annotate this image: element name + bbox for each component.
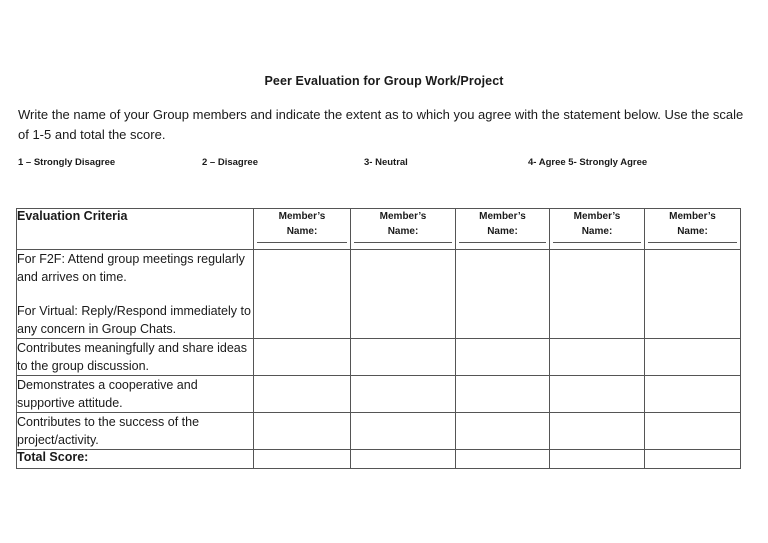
member-name-header-5	[645, 209, 741, 250]
score-cell[interactable]	[456, 250, 550, 339]
score-cell[interactable]	[550, 339, 645, 376]
criterion-contribution	[17, 339, 254, 376]
score-cell[interactable]	[254, 250, 351, 339]
evaluation-table	[16, 208, 741, 469]
criterion-text: Demonstrates a cooperative and supportive attitude.	[17, 378, 198, 410]
score-cell[interactable]	[550, 413, 645, 450]
member-label: Member’s	[669, 211, 716, 222]
table-header-row	[17, 209, 741, 250]
name-blank-line[interactable]	[648, 241, 737, 243]
score-cell[interactable]	[254, 339, 351, 376]
criterion-success	[17, 413, 254, 450]
table-row	[17, 413, 741, 450]
score-cell[interactable]	[351, 376, 456, 413]
score-cell[interactable]	[351, 250, 456, 339]
table-row	[17, 250, 741, 339]
score-cell[interactable]	[456, 376, 550, 413]
score-cell[interactable]	[456, 413, 550, 450]
name-label: Name:	[387, 226, 419, 237]
score-cell[interactable]	[645, 250, 741, 339]
criterion-text: Contributes meaningfully and share ideas to the group discussion.	[17, 341, 247, 373]
total-score-cell[interactable]	[645, 450, 741, 469]
name-label: Name:	[487, 226, 518, 237]
score-cell[interactable]	[254, 413, 351, 450]
total-score-cell[interactable]	[254, 450, 351, 469]
name-label: Name:	[677, 226, 708, 237]
member-name-header-1	[254, 209, 351, 250]
score-cell[interactable]	[254, 376, 351, 413]
name-blank-line[interactable]	[257, 241, 347, 243]
member-label: Member’s	[573, 211, 621, 222]
score-cell[interactable]	[351, 339, 456, 376]
member-name-header-3	[456, 209, 550, 250]
score-cell[interactable]	[351, 413, 456, 450]
criterion-attendance	[17, 250, 254, 339]
total-score-label: Total Score:	[17, 450, 254, 469]
member-label: Member’s	[479, 211, 526, 222]
name-blank-line[interactable]	[459, 241, 546, 243]
criteria-header: Evaluation Criteria	[17, 209, 254, 250]
total-row	[17, 450, 741, 469]
scale-disagree: 2 – Disagree	[202, 157, 258, 168]
criterion-text: Contributes to the success of the project/activity.	[17, 415, 200, 447]
total-score-cell[interactable]	[456, 450, 550, 469]
scale-agree-strongly-agree: 4- Agree 5- Strongly Agree	[528, 157, 648, 168]
rating-scale	[18, 157, 748, 171]
score-cell[interactable]	[550, 250, 645, 339]
name-blank-line[interactable]	[354, 241, 452, 243]
instructions-text: Write the name of your Group members and indicate the extent as to which you agree with the statement below. Use the scale of 1-5 and total the score.	[18, 107, 744, 142]
name-label: Name:	[286, 226, 318, 237]
total-score-cell[interactable]	[550, 450, 645, 469]
score-cell[interactable]	[456, 339, 550, 376]
criterion-virtual-text: For Virtual: Reply/Respond immediately to any concern in Group Chats.	[17, 304, 251, 336]
scale-neutral: 3- Neutral	[364, 157, 408, 168]
table-row	[17, 339, 741, 376]
criterion-cooperation	[17, 376, 254, 413]
score-cell[interactable]	[645, 376, 741, 413]
scale-strongly-disagree: 1 – Strongly Disagree	[18, 157, 116, 168]
total-score-cell[interactable]	[351, 450, 456, 469]
page-title: Peer Evaluation for Group Work/Project	[264, 74, 504, 88]
score-cell[interactable]	[645, 413, 741, 450]
member-name-header-2	[351, 209, 456, 250]
table-row	[17, 376, 741, 413]
score-cell[interactable]	[645, 339, 741, 376]
criterion-f2f-text: For F2F: Attend group meetings regularly and arrives on time.	[17, 252, 245, 284]
name-blank-line[interactable]	[553, 241, 641, 243]
member-name-header-4	[550, 209, 645, 250]
score-cell[interactable]	[550, 376, 645, 413]
name-label: Name:	[581, 226, 613, 237]
member-label: Member’s	[379, 211, 427, 222]
member-label: Member’s	[278, 211, 326, 222]
